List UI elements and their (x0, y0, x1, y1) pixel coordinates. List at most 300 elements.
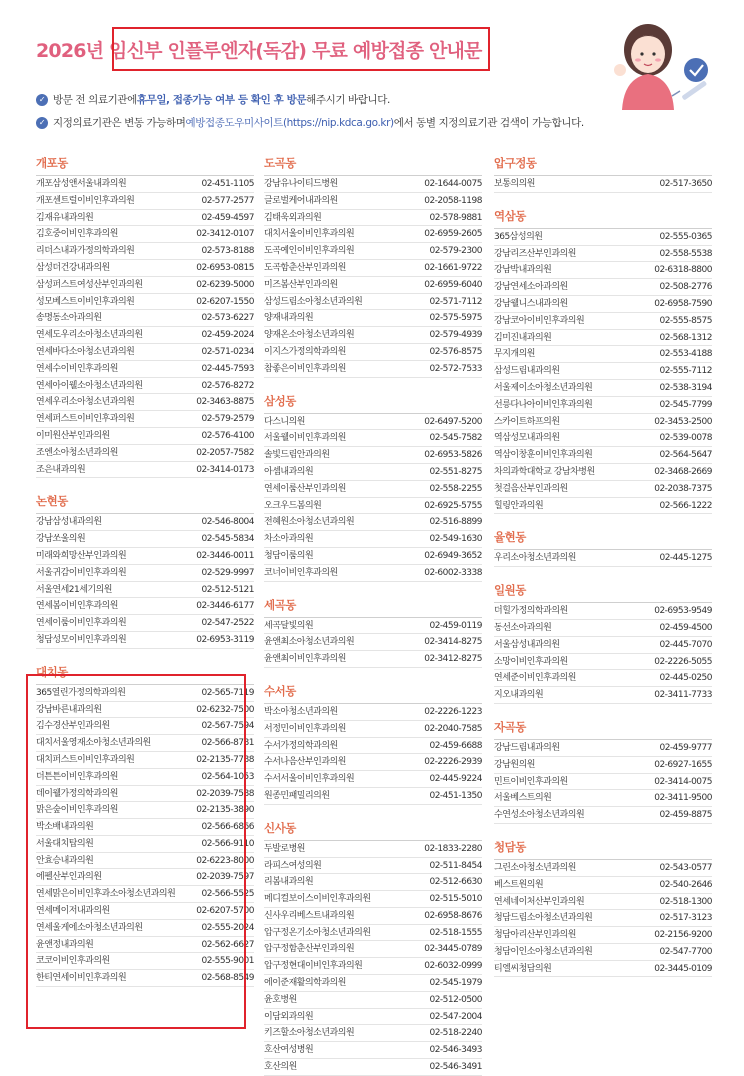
clinic-phone: 02-6223-8000 (196, 855, 254, 866)
clinic-phone: 02-555-2024 (201, 922, 254, 933)
clinic-name: 연세퍼스트이비인후과의원 (36, 414, 135, 425)
clinic-phone: 02-546-3493 (429, 1045, 482, 1056)
clinic-phone: 02-3411-7733 (654, 690, 712, 701)
clinic-name: 청담이룸의원 (264, 550, 314, 561)
district-title: 역삼동 (494, 208, 526, 223)
clinic-name: 삼성드림내과의원 (494, 366, 560, 377)
clinic-name: 삼성더건강내과의원 (36, 262, 110, 273)
clinic-row (494, 363, 712, 380)
clinic-name: 대치서울영재소아청소년과의원 (36, 738, 151, 749)
clinic-phone: 02-573-6227 (201, 313, 254, 324)
clinic-name: 성모베스트이비인후과의원 (36, 296, 135, 307)
clinic-row (36, 277, 254, 294)
section-gap (494, 193, 712, 203)
district-title: 일원동 (494, 583, 526, 598)
clinic-name: 리봄내과의원 (264, 877, 314, 888)
clinic-row (264, 958, 482, 975)
clinic-name: 강남박내과의원 (494, 265, 552, 276)
clinic-phone: 02-508-2776 (659, 282, 712, 293)
clinic-phone: 02-565-7119 (201, 687, 254, 698)
clinic-list (264, 413, 482, 582)
clinic-phone: 02-6959-2605 (424, 229, 482, 240)
clinic-row (494, 740, 712, 757)
district-section (494, 567, 712, 704)
clinic-phone: 02-546-3491 (429, 1062, 482, 1073)
clinic-name: 연세준이비인후과의원 (494, 673, 576, 684)
clinic-row (264, 1042, 482, 1059)
clinic-row (494, 944, 712, 961)
clinic-name: 연세바다소아청소년과의원 (36, 346, 135, 357)
clinic-row (264, 841, 482, 858)
clinic-row (264, 361, 482, 378)
clinic-row (494, 313, 712, 330)
clinic-name: 다스니의원 (264, 416, 305, 427)
clinic-row (264, 651, 482, 668)
clinic-phone: 02-540-2646 (659, 879, 712, 890)
clinic-name: 연세네이처산부인과의원 (494, 896, 585, 907)
clinic-row (494, 807, 712, 824)
clinic-phone: 02-512-0500 (429, 994, 482, 1005)
clinic-row (264, 908, 482, 925)
clinic-name: 에펠산부인과의원 (36, 872, 102, 883)
clinic-phone: 02-577-2577 (201, 195, 254, 206)
clinic-phone: 02-6497-5200 (424, 416, 482, 427)
section-gap (36, 649, 254, 659)
clinic-name: 글로벌케어내과의원 (264, 195, 338, 206)
clinic-row (264, 941, 482, 958)
section-gap (494, 824, 712, 834)
district-title: 대치동 (36, 664, 68, 679)
clinic-phone: 02-2156-9200 (654, 930, 712, 941)
clinic-name: 연세맑은이비인후과소아청소년과의원 (36, 889, 176, 900)
clinic-row (36, 226, 254, 243)
clinic-name: 원종민패밀리의원 (264, 790, 330, 801)
notice-2-post: 에서 동별 지정의료기관 검색이 가능합니다. (393, 117, 584, 129)
clinic-row (264, 210, 482, 227)
clinic-phone: 02-558-2255 (429, 483, 482, 494)
clinic-row (494, 498, 712, 515)
district-title: 청담동 (494, 839, 526, 854)
district-section (494, 514, 712, 567)
clinic-row (264, 430, 482, 447)
clinic-row (494, 397, 712, 414)
clinic-phone: 02-568-1312 (659, 332, 712, 343)
clinic-phone: 02-571-7112 (429, 296, 482, 307)
section-gap (494, 514, 712, 524)
clinic-phone: 02-6925-5755 (424, 500, 482, 511)
section-gap (36, 478, 254, 488)
district-section (264, 668, 482, 805)
section-gap (494, 567, 712, 577)
clinic-phone: 02-571-0234 (201, 346, 254, 357)
clinic-phone: 02-459-6688 (429, 740, 482, 751)
clinic-row (494, 330, 712, 347)
clinic-row (36, 344, 254, 361)
clinic-name: 에이준재활의학과의원 (264, 978, 346, 989)
clinic-name: 이미원산부인과의원 (36, 430, 110, 441)
clinic-name: 서울연세21세기의원 (36, 584, 113, 595)
section-gap (264, 378, 482, 388)
clinic-name: 데이웰가정의학과의원 (36, 788, 118, 799)
clinic-row (494, 346, 712, 363)
clinic-name: 양재내과의원 (264, 313, 314, 324)
clinic-name: 서울제이소아청소년과의원 (494, 382, 593, 393)
clinic-phone: 02-6949-3652 (424, 550, 482, 561)
clinic-name: 서울베스트의원 (494, 793, 552, 804)
clinic-row (36, 531, 254, 548)
clinic-phone: 02-3445-0109 (654, 963, 712, 974)
district-title: 자곡동 (494, 719, 526, 734)
clinic-row (264, 738, 482, 755)
clinic-name: 연세도우리소아청소년과의원 (36, 330, 143, 341)
district-title: 논현동 (36, 494, 68, 509)
clinic-phone: 02-2039-7588 (196, 788, 254, 799)
district-section (494, 824, 712, 978)
clinic-row (36, 565, 254, 582)
district-title: 세곡동 (264, 597, 296, 612)
clinic-name: 개포센트럴이비인후과의원 (36, 195, 135, 206)
clinic-name: 수서가정의학과의원 (264, 740, 338, 751)
clinic-phone: 02-3412-8275 (424, 654, 482, 665)
clinic-name: 김태욱외과의원 (264, 212, 322, 223)
clinic-name: 두발로병원 (264, 843, 305, 854)
clinic-name: 서울대치탑의원 (36, 838, 94, 849)
clinic-row (264, 925, 482, 942)
clinic-phone: 02-545-1979 (429, 978, 482, 989)
clinic-name: 연세봄이비인후과의원 (36, 601, 118, 612)
clinic-name: 청담성모이비인후과의원 (36, 634, 127, 645)
clinic-phone: 02-553-4188 (659, 349, 712, 360)
clinic-name: 세곡달빛의원 (264, 620, 314, 631)
clinic-row (264, 992, 482, 1009)
clinic-row (264, 634, 482, 651)
clinic-name: 코코이비인후과의원 (36, 956, 110, 967)
clinic-name: 365삼성의원 (494, 231, 543, 242)
clinic-name: 강남삼성내과의원 (36, 517, 102, 528)
clinic-row (264, 226, 482, 243)
clinic-name: 연세메이저내과의원 (36, 906, 110, 917)
clinic-name: 청담아리산부인과의원 (494, 930, 576, 941)
clinic-name: 지오내과의원 (494, 690, 544, 701)
clinic-phone: 02-3445-0789 (424, 944, 482, 955)
clinic-phone: 02-547-7700 (659, 946, 712, 957)
clinic-list (264, 840, 482, 1076)
clinic-phone: 02-6318-8800 (654, 265, 712, 276)
clinic-row (494, 262, 712, 279)
clinic-name: 더힐가정의학과의원 (494, 606, 568, 617)
clinic-row (36, 615, 254, 632)
clinic-phone: 02-1661-9722 (424, 262, 482, 273)
clinic-name: 강남코아이비인후과의원 (494, 315, 585, 326)
clinic-phone: 02-2038-7375 (654, 483, 712, 494)
clinic-phone: 02-545-7582 (429, 433, 482, 444)
clinic-name: 김호중이비인후과의원 (36, 229, 118, 240)
clinic-row (264, 721, 482, 738)
clinic-phone: 02-573-8188 (201, 246, 254, 257)
clinic-list (494, 228, 712, 515)
clinic-name: 윤앤최소아청소년과의원 (264, 637, 355, 648)
clinic-row (264, 464, 482, 481)
clinic-phone: 02-1833-2280 (424, 843, 482, 854)
clinic-list (264, 703, 482, 805)
clinic-name: 역삼이창훈이비인후과의원 (494, 450, 593, 461)
clinic-phone: 02-6032-0999 (424, 961, 482, 972)
clinic-name: 라피스여성의원 (264, 860, 322, 871)
clinic-row (494, 757, 712, 774)
clinic-name: 이담외과의원 (264, 1011, 314, 1022)
clinic-name: 연세수이비인후과의원 (36, 363, 118, 374)
clinic-row (36, 598, 254, 615)
clinic-row (264, 788, 482, 805)
clinic-name: 오크우드봄의원 (264, 500, 322, 511)
clinic-name: 대치퍼스트이비인후과의원 (36, 754, 135, 765)
clinic-name: 강남리즈산부인과의원 (494, 248, 576, 259)
clinic-name: 티엘씨청담의원 (494, 963, 552, 974)
clinic-name: 삼성드림소아청소년과의원 (264, 296, 363, 307)
clinic-phone: 02-547-2004 (429, 1011, 482, 1022)
clinic-name: 윤호병원 (264, 994, 297, 1005)
clinic-phone: 02-2226-2939 (424, 757, 482, 768)
clinic-name: 스카이트하프의원 (494, 416, 560, 427)
clinic-phone: 02-459-4597 (201, 212, 254, 223)
clinic-phone: 02-562-6627 (201, 939, 254, 950)
clinic-name: 도곡예인이비인후과의원 (264, 246, 355, 257)
district-section (494, 150, 712, 193)
clinic-row (264, 344, 482, 361)
clinic-row (264, 771, 482, 788)
clinic-name: 역삼성모내과의원 (494, 433, 560, 444)
clinic-row (494, 246, 712, 263)
clinic-phone: 02-6002-3338 (424, 567, 482, 578)
clinic-phone: 02-445-7593 (201, 363, 254, 374)
clinic-row (494, 910, 712, 927)
clinic-name: 신사우리베스트내과의원 (264, 910, 355, 921)
highlight-box-title (112, 27, 490, 71)
clinic-phone: 02-518-1555 (429, 927, 482, 938)
clinic-phone: 02-518-2240 (429, 1028, 482, 1039)
clinic-row (36, 394, 254, 411)
district-title: 신사동 (264, 820, 296, 835)
clinic-name: 강남쏘울의원 (36, 534, 86, 545)
clinic-row (494, 670, 712, 687)
page-title: 2026년 임신부 인플루엔자(독감) 무료 예방접종 안내문 (36, 40, 482, 62)
clinic-row (494, 603, 712, 620)
clinic-name: 더튼튼이비인후과의원 (36, 771, 118, 782)
clinic-row (264, 704, 482, 721)
clinic-name: 솔빛드림안과의원 (264, 450, 330, 461)
clinic-name: 아셈내과의원 (264, 466, 314, 477)
clinic-row (36, 260, 254, 277)
column-2 (264, 150, 482, 1076)
clinic-row (264, 754, 482, 771)
clinic-phone: 02-579-4939 (429, 330, 482, 341)
clinic-name: 조은내과의원 (36, 464, 86, 475)
district-title: 개포동 (36, 156, 68, 170)
clinic-row (36, 632, 254, 649)
clinic-name: 안효승내과의원 (36, 855, 94, 866)
clinic-phone: 02-6958-8676 (424, 910, 482, 921)
clinic-name: 김수경산부인과의원 (36, 721, 110, 732)
notice-1-post: 해주시기 바랍니다. (306, 94, 390, 106)
clinic-name: 청담이인소아청소년과의원 (494, 946, 593, 957)
clinic-phone: 02-2226-5055 (654, 656, 712, 667)
clinic-name: 강남바른내과의원 (36, 704, 102, 715)
clinic-name: 차의과학대학교 강남차병원 (494, 466, 595, 477)
clinic-phone: 02-555-8575 (659, 315, 712, 326)
clinic-name: 박소아청소년과의원 (264, 706, 338, 717)
clinic-phone: 02-3411-9500 (654, 793, 712, 804)
clinic-name: 강남유나이티드병원 (264, 179, 338, 189)
clinic-row (494, 176, 712, 193)
clinic-name: 강남연세소아과의원 (494, 282, 568, 293)
clinic-list (494, 859, 712, 978)
clinic-phone: 02-555-0365 (659, 231, 712, 242)
clinic-phone: 02-566-5525 (201, 889, 254, 900)
clinic-name: 압구정현대이비인후과의원 (264, 961, 363, 972)
clinic-phone: 02-545-7799 (659, 399, 712, 410)
clinic-phone: 02-551-8275 (429, 466, 482, 477)
clinic-name: 김재유내과의원 (36, 212, 94, 223)
clinic-phone: 02-3414-8275 (424, 637, 482, 648)
clinic-name: 전혜원소아청소년과의원 (264, 517, 355, 528)
clinic-row (264, 414, 482, 431)
clinic-phone: 02-6959-6040 (424, 279, 482, 290)
clinic-row (494, 380, 712, 397)
clinic-phone: 02-529-9997 (201, 567, 254, 578)
clinic-list (36, 513, 254, 648)
clinic-row (264, 531, 482, 548)
clinic-name: 양재온소아청소년과의원 (264, 330, 355, 341)
check-icon: ✓ (36, 117, 48, 129)
clinic-phone: 02-445-0250 (659, 673, 712, 684)
clinic-name: 미즈봄산부인과의원 (264, 279, 338, 290)
clinic-phone: 02-459-2024 (201, 330, 254, 341)
clinic-name: 365열린가정의학과의원 (36, 687, 126, 698)
notice-2 (36, 115, 584, 130)
clinic-row (36, 327, 254, 344)
clinic-phone: 02-512-6630 (429, 877, 482, 888)
clinic-name: 그린소아청소년과의원 (494, 862, 576, 873)
clinic-phone: 02-451-1105 (201, 179, 254, 189)
clinic-phone: 02-566-8781 (201, 738, 254, 749)
clinic-name: 윤앤정내과의원 (36, 939, 94, 950)
notice-1-pre: 방문 전 의료기관에 (53, 94, 137, 106)
clinic-phone: 02-6953-3119 (196, 634, 254, 645)
clinic-phone: 02-445-7070 (659, 639, 712, 650)
clinic-phone: 02-6232-7500 (196, 704, 254, 715)
clinic-phone: 02-451-1350 (429, 790, 482, 801)
clinic-list (494, 602, 712, 704)
clinic-row (264, 618, 482, 635)
clinic-name: 도곡함춘산부인과의원 (264, 262, 346, 273)
clinic-phone: 02-558-5538 (659, 248, 712, 259)
clinic-phone: 02-6207-5700 (196, 906, 254, 917)
clinic-name: 코너이비인후과의원 (264, 567, 338, 578)
section-gap (264, 668, 482, 678)
clinic-name: 강남웰니스내과의원 (494, 298, 568, 309)
clinic-phone: 02-575-5975 (429, 313, 482, 324)
clinic-name: 대치서울이비인후과의원 (264, 229, 355, 240)
clinic-phone: 02-517-3650 (659, 179, 712, 189)
clinic-phone: 02-579-2300 (429, 246, 482, 257)
clinic-phone: 02-545-5834 (201, 534, 254, 545)
clinic-row (36, 361, 254, 378)
clinic-row (264, 481, 482, 498)
clinic-name: 김미진내과의원 (494, 332, 552, 343)
clinic-row (494, 927, 712, 944)
clinic-phone: 02-3414-0075 (654, 776, 712, 787)
clinic-name: 동선소아과의원 (494, 622, 552, 633)
clinic-list (264, 175, 482, 378)
clinic-name: 서울삼성내과의원 (494, 639, 560, 650)
clinic-phone: 02-459-4500 (659, 622, 712, 633)
clinic-name: 박소배내과의원 (36, 822, 94, 833)
clinic-phone: 02-566-9110 (201, 838, 254, 849)
clinic-row (264, 294, 482, 311)
clinic-name: 서울웰이비인후과의원 (264, 433, 346, 444)
clinic-row (264, 891, 482, 908)
clinic-row (264, 447, 482, 464)
clinic-name: 연세우리소아청소년과의원 (36, 397, 135, 408)
clinic-phone: 02-512-5121 (201, 584, 254, 595)
clinic-row (494, 894, 712, 911)
clinic-phone: 02-3453-2500 (654, 416, 712, 427)
clinic-row (36, 294, 254, 311)
clinic-row (264, 565, 482, 582)
clinic-row (494, 687, 712, 704)
section-gap (264, 805, 482, 815)
clinic-name: 서정민이비인후과의원 (264, 723, 346, 734)
clinic-name: 조엔소아청소년과의원 (36, 447, 118, 458)
highlight-box-daechi (26, 674, 246, 1029)
clinic-phone: 02-2040-7585 (424, 723, 482, 734)
clinic-name: 한티연세이비인후과의원 (36, 973, 127, 984)
clinic-phone: 02-445-9224 (429, 774, 482, 785)
clinic-phone: 02-2058-1198 (424, 195, 482, 206)
clinic-list (494, 549, 712, 567)
clinic-phone: 02-543-0577 (659, 862, 712, 873)
clinic-name: 연세이룸이비인후과의원 (36, 618, 127, 629)
clinic-name: 베스트원의원 (494, 879, 544, 890)
clinic-name: 보통의의원 (494, 179, 535, 189)
clinic-row (264, 514, 482, 531)
clinic-phone: 02-547-2522 (201, 618, 254, 629)
clinic-phone: 02-6239-5000 (196, 279, 254, 290)
clinic-list (494, 739, 712, 824)
notice-2-highlight: 예방접종도우미사이트(https://nip.kdca.go.kr) (185, 117, 394, 129)
clinic-row (494, 447, 712, 464)
clinic-name: 무지개의원 (494, 349, 535, 360)
clinic-phone: 02-549-1630 (429, 534, 482, 545)
clinic-phone: 02-539-0078 (659, 433, 712, 444)
district-section (264, 150, 482, 378)
clinic-row (264, 858, 482, 875)
clinic-name: 연세아이웰소아청소년과의원 (36, 380, 143, 391)
district-title: 압구정동 (494, 156, 537, 170)
clinic-phone: 02-1644-0075 (424, 179, 482, 189)
district-section (36, 478, 254, 648)
clinic-row (36, 582, 254, 599)
clinic-phone: 02-2135-3890 (196, 805, 254, 816)
clinic-row (36, 210, 254, 227)
clinic-row (36, 428, 254, 445)
clinic-name: 압구정함춘산부인과의원 (264, 944, 355, 955)
clinic-name: 이지스가정의학과의원 (264, 346, 346, 357)
clinic-phone: 02-3412-0107 (196, 229, 254, 240)
clinic-phone: 02-555-7112 (659, 366, 712, 377)
clinic-phone: 02-566-6866 (201, 822, 254, 833)
district-section (36, 150, 254, 478)
